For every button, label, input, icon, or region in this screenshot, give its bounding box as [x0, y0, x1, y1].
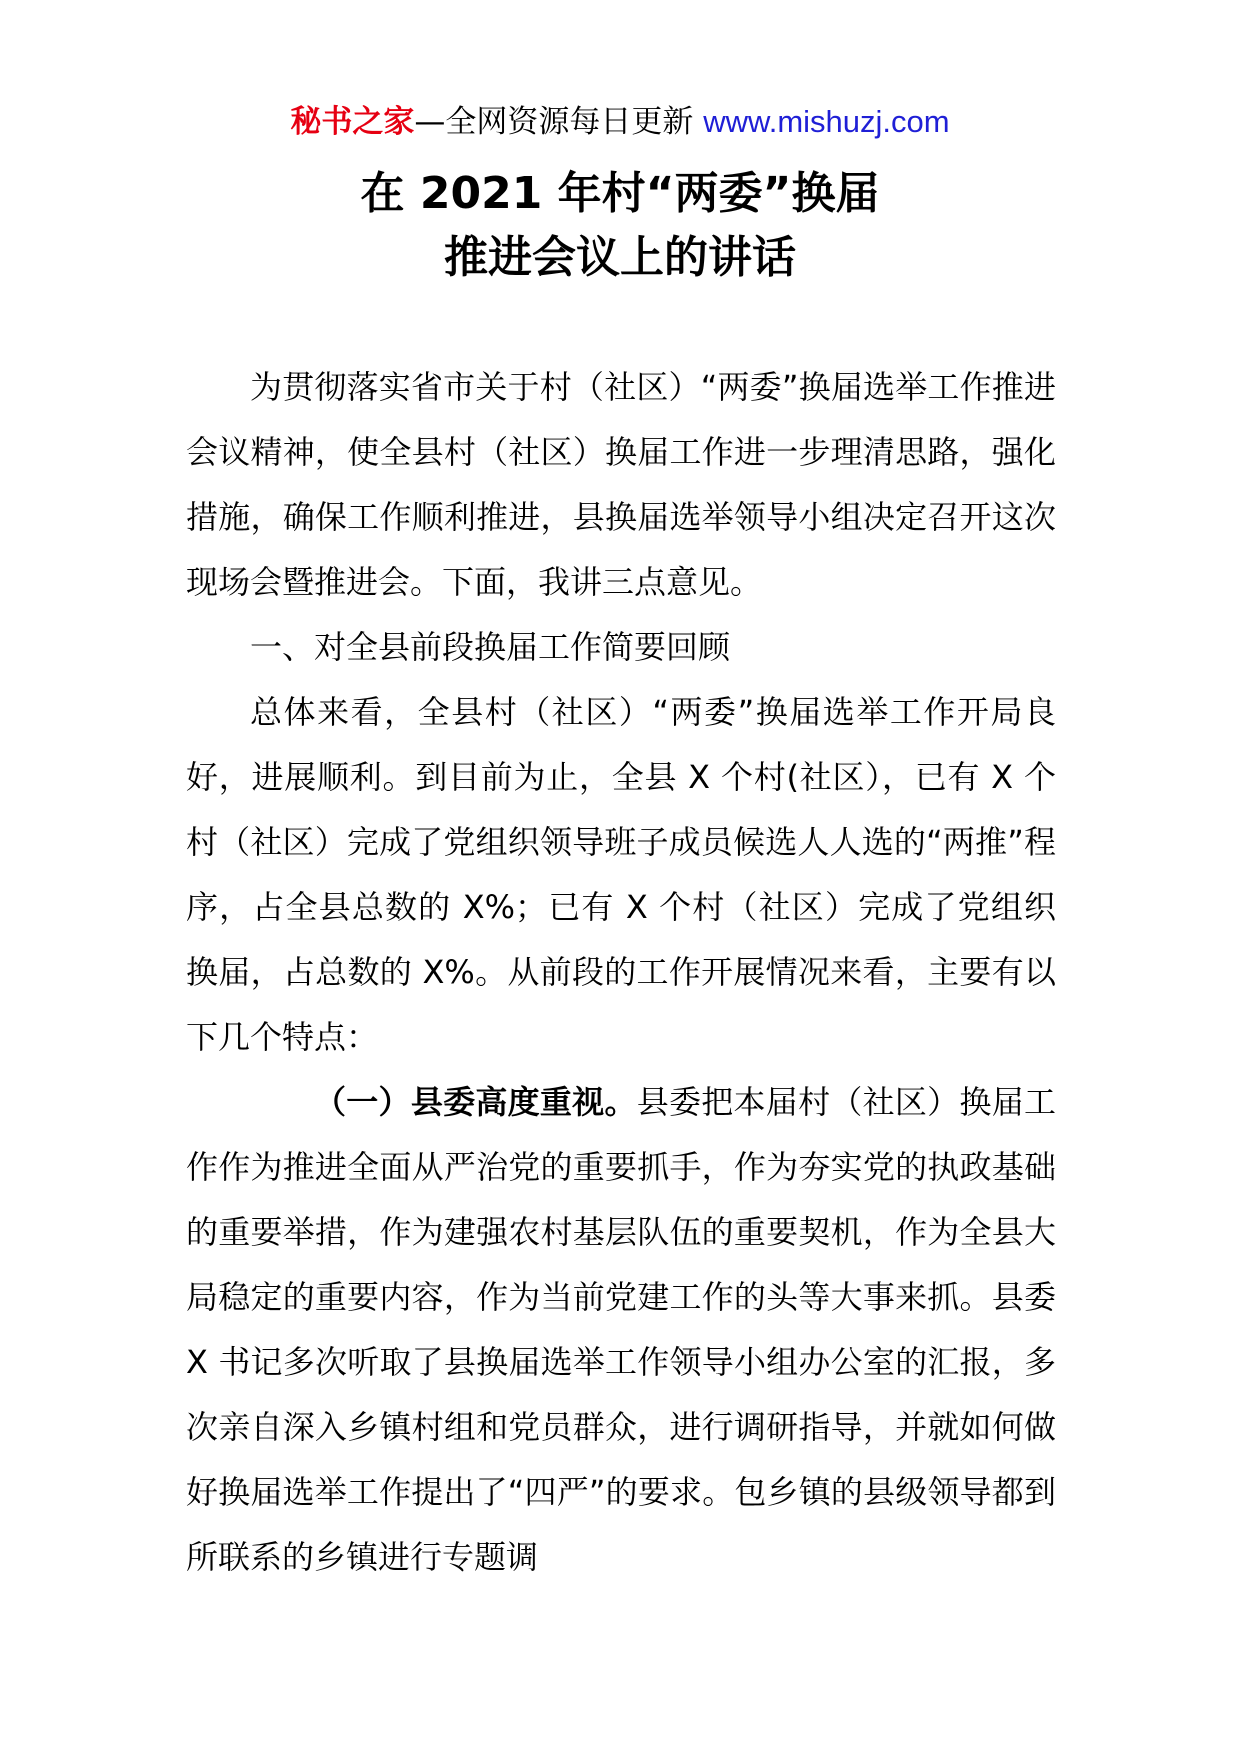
site-header	[0, 100, 1240, 144]
document-body	[186, 355, 1056, 1590]
header-tagline: —全网资源每日更新	[414, 104, 704, 140]
point-one-lead: （一）县委高度重视。	[314, 1083, 637, 1121]
section-heading: 一、对全县前段换届工作简要回顾	[250, 628, 731, 666]
point-one-body: 县委把本届村（社区）换届工作作为推进全面从严治党的重要抓手，作为夯实党的执政基础的重要举措，作为建强农村基层队伍的重要契机，作为全县大局稳定的重要内容，作为当前党建工作的头等大事来抓。县委 X 书记多次听取了县换届选举工作领导小组办公室的汇报，多次亲自深入乡镇村组和党员群众，进行调研指导，并就如何做好换届选举工作提出了“四严”的要求。包乡镇的县级领导都到所联系的乡镇进行专题调	[186, 1083, 1056, 1576]
site-url-link[interactable]: www.mishuzj.com	[703, 104, 950, 139]
point-one-paragraph	[186, 1070, 1056, 1590]
overview-paragraph: 总体来看，全县村（社区）“两委”换届选举工作开局良好，进展顺利。到目前为止，全县 X 个村(社区），已有 X 个村（社区）完成了党组织领导班子成员候选人人选的“两推”程序，占全县总数的 X%；已有 X 个村（社区）完成了党组织换届，占总数的 X%。从前段的工作开展情况来看，主要有以下几个特点：	[186, 693, 1056, 1056]
document-title-line-2: 推进会议上的讲话	[444, 232, 796, 283]
intro-paragraph: 为贯彻落实省市关于村（社区）“两委”换届选举工作推进会议精神，使全县村（社区）换届工作进一步理清思路，强化措施，确保工作顺利推进，县换届选举领导小组决定召开这次现场会暨推进会。下面，我讲三点意见。	[186, 368, 1056, 601]
brand-name: 秘书之家	[290, 104, 415, 140]
document-title-line-1: 在 2021 年村“两委”换届	[360, 168, 880, 219]
